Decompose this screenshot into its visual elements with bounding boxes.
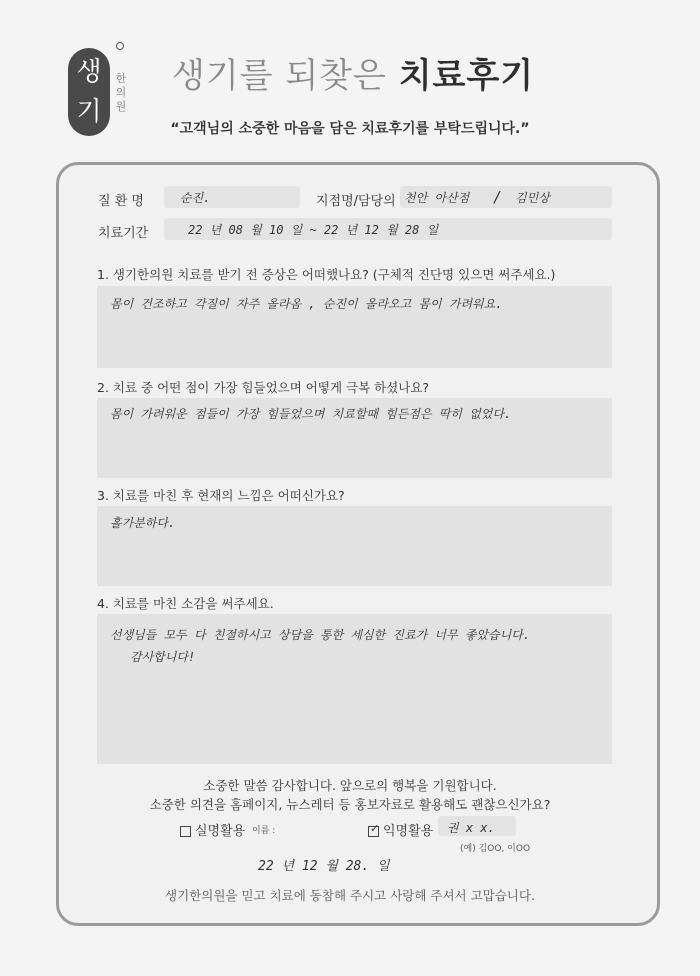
answer-3-line-1: 홀가분하다. — [110, 516, 176, 530]
branch-value: 천안 아산점 — [404, 191, 470, 205]
page-subtitle: “고객님의 소중한 마음을 담은 치료후기를 부탁드립니다.” — [170, 121, 530, 137]
consent-question: 소중한 의견을 홈페이지, 뉴스레터 등 홍보자료로 활용해도 괜찮으신가요? — [149, 797, 551, 812]
anon-option[interactable] — [368, 820, 433, 839]
title-light: 생기를 되찾은 — [172, 56, 399, 96]
thanks-line: 소중한 말씀 감사합니다. 앞으로의 행복을 기원합니다. — [203, 778, 497, 793]
real-name-option[interactable] — [180, 820, 245, 839]
answer-2-line-1: 몸이 가려워운 점들이 가장 힘들었으며 치료할때 힘든점은 딱히 없었다. — [110, 407, 512, 421]
logo-text: 생기 — [76, 57, 102, 127]
question-2: 2. 치료 중 어떤 점이 가장 힘들었으며 어떻게 극복 하셨나요? — [97, 380, 430, 395]
anon-label: 익명활용 — [383, 824, 434, 839]
doctor-value: 김민상 — [515, 191, 550, 205]
logo-subtext: 한의원 — [115, 72, 127, 113]
disease-value: 순진. — [180, 191, 211, 205]
title-bold: 치료후기 — [398, 56, 535, 96]
closing-message: 생기한의원을 믿고 치료에 동참해 주시고 사랑해 주셔서 고맙습니다. — [165, 888, 535, 903]
answer-4-line-1: 선생님들 모두 다 친절하시고 상담을 통한 세심한 진료가 너무 좋았습니다. — [110, 628, 531, 642]
disease-label: 질 환 명 — [98, 194, 144, 209]
question-3: 3. 치료를 마친 후 현재의 느낌은 어떠신가요? — [97, 488, 345, 503]
name-label: 이름 : — [252, 826, 276, 836]
anon-value: 권 x x. — [447, 821, 495, 835]
answer-1-line-1: 몸이 건조하고 각질이 자주 올라옴 , 순진이 올라오고 몸이 가려워요. — [110, 297, 503, 311]
period-value: 22 년 08 월 10 일 ~ 22 년 12 월 28 일 — [188, 223, 439, 237]
branch-slash: / — [493, 188, 503, 206]
page-title — [172, 48, 534, 97]
question-4: 4. 치료를 마친 소감을 써주세요. — [97, 596, 274, 611]
check-mark-icon: ✓ — [370, 822, 380, 835]
date-written: 22 년 12 월 28. 일 — [258, 859, 390, 874]
branch-label: 지점명/담당의 — [316, 194, 396, 209]
anon-example: (예) 김OO, 이OO — [460, 844, 531, 854]
question-1: 1. 생기한의원 치료를 받기 전 증상은 어떠했나요? (구체적 진단명 있으면 써주세요.) — [97, 267, 556, 282]
real-name-checkbox[interactable] — [180, 826, 191, 837]
answer-4-line-2: 감사합니다! — [130, 650, 196, 664]
real-name-label: 실명활용 — [195, 824, 246, 839]
logo-dot — [116, 42, 124, 50]
anon-checkbox[interactable] — [368, 822, 380, 837]
period-label: 치료기간 — [98, 226, 149, 241]
